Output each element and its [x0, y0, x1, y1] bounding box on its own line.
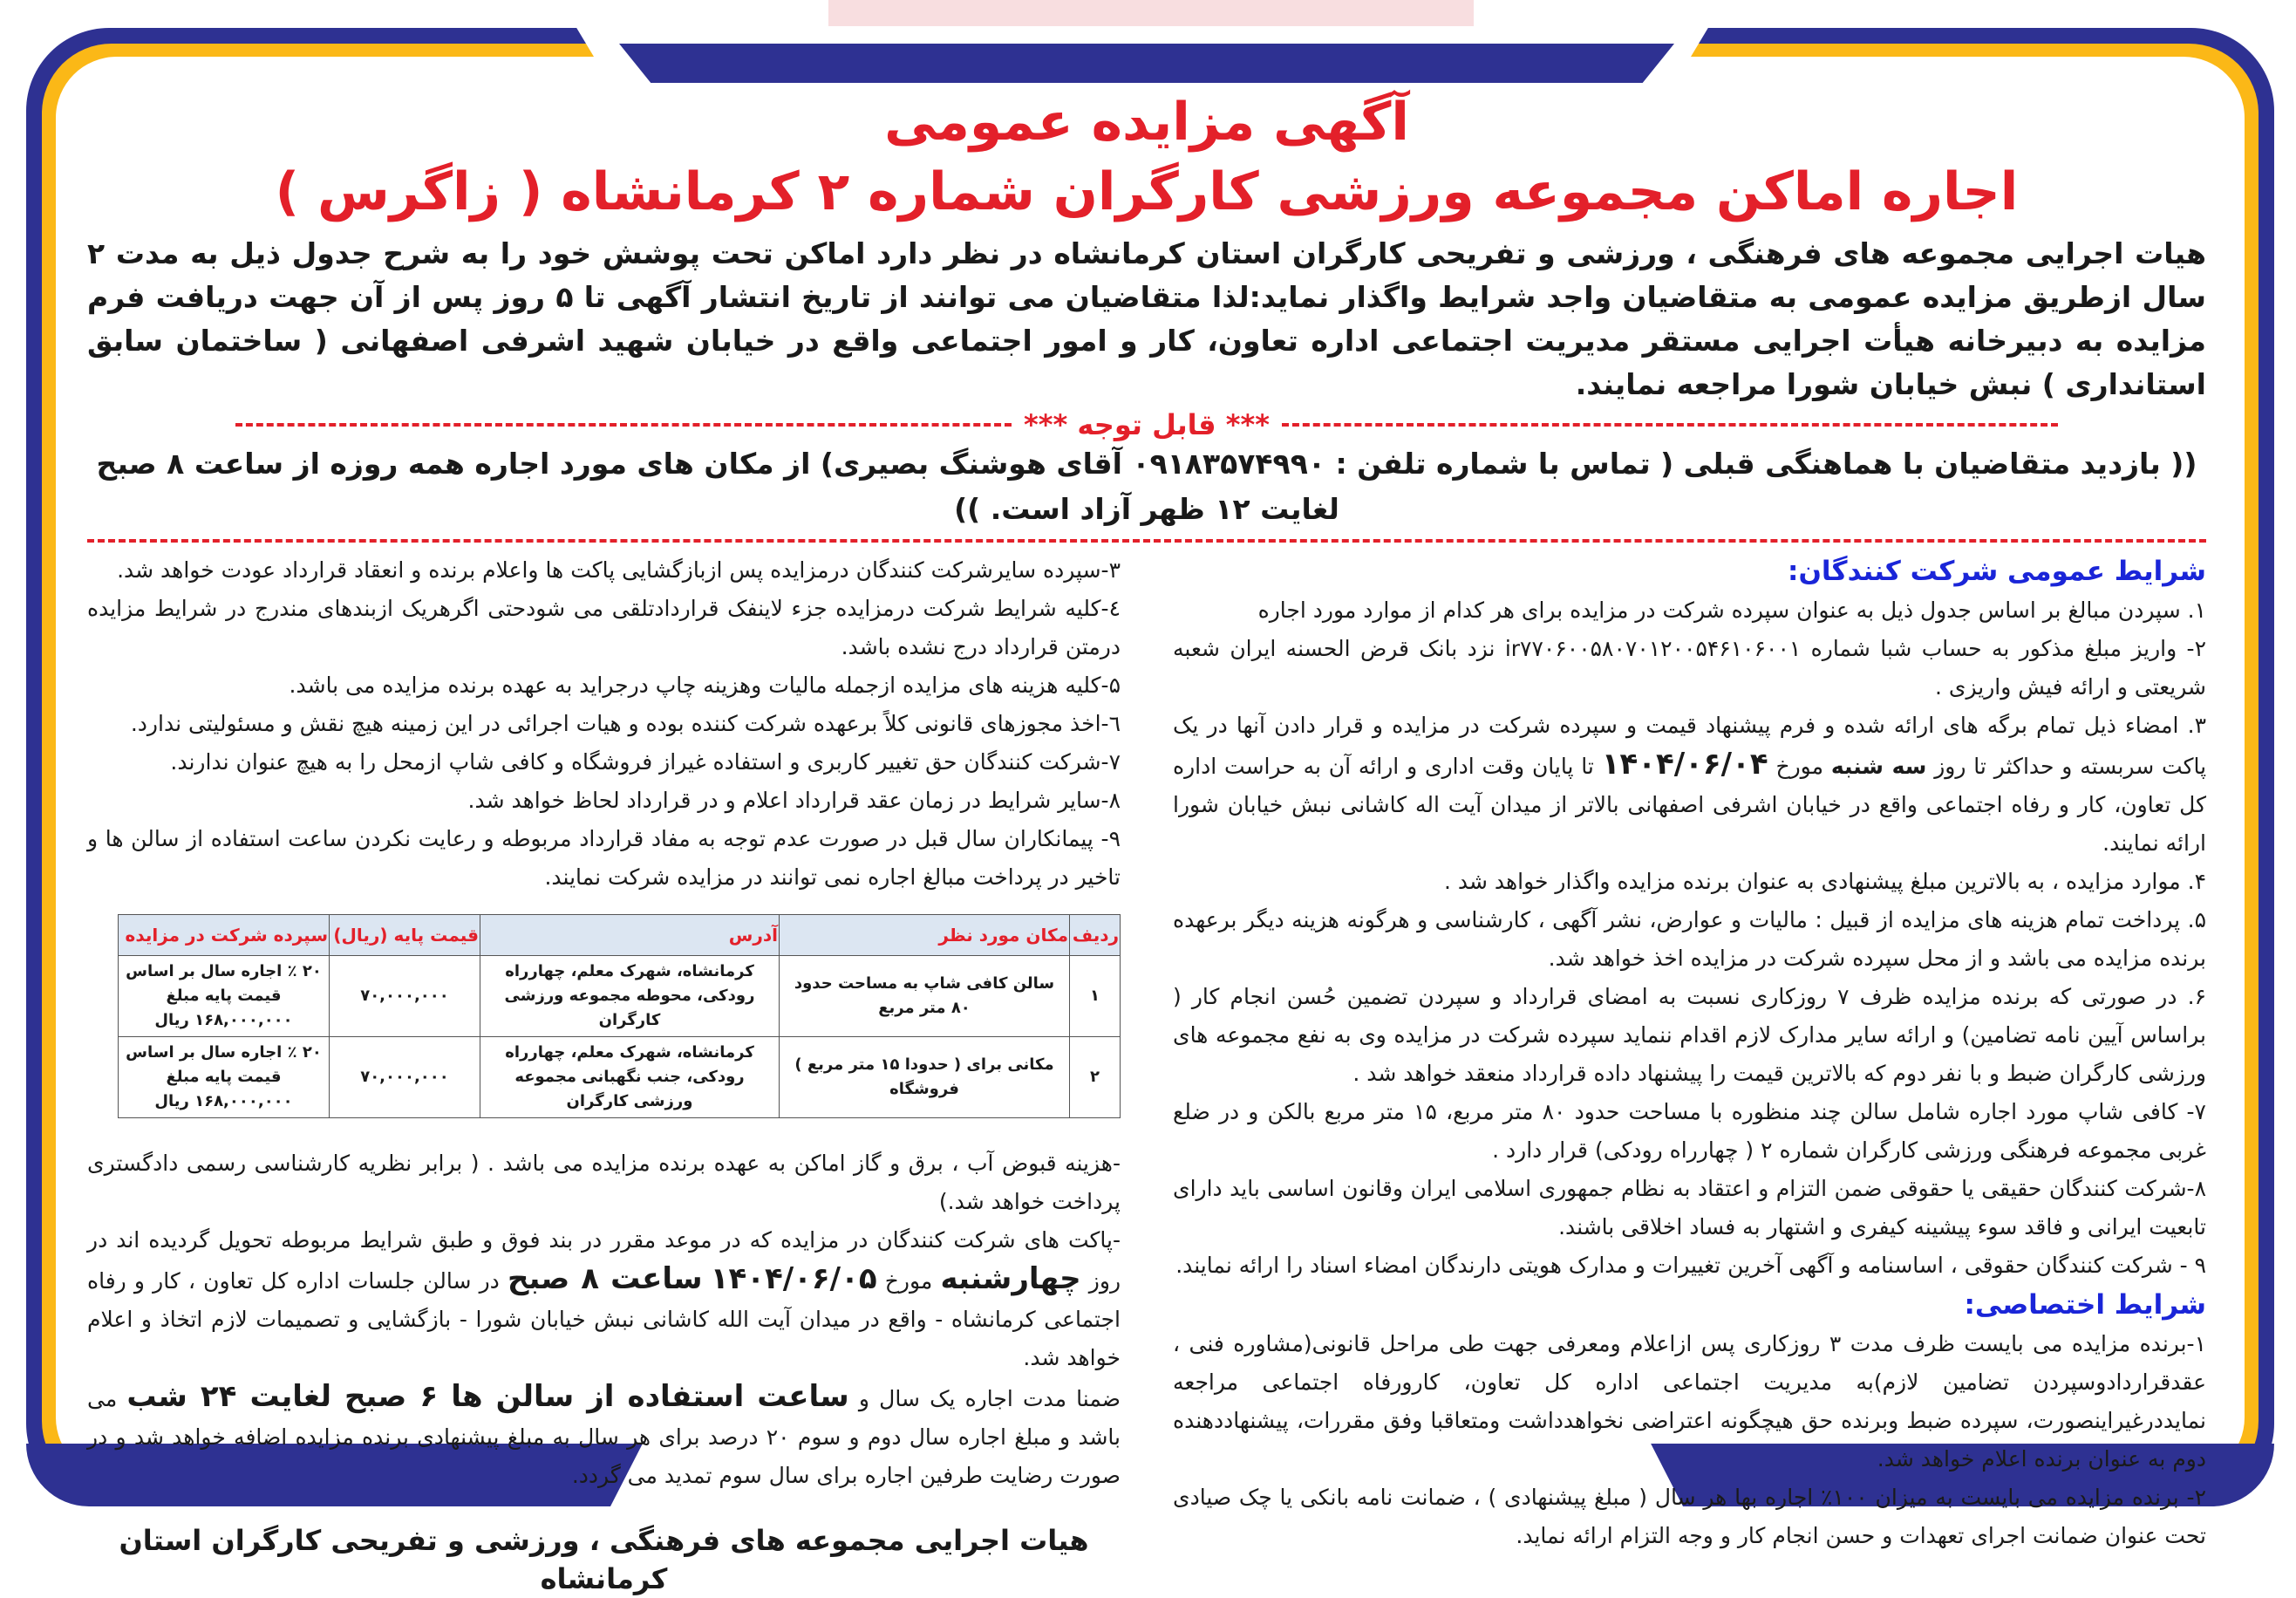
- text: تا پایان وقت اداری و ارائه آن به حراست اداره کل تعاون، کار و رفاه اجتماعی واقع در خیابان اشرفی اصفهانی بالاتر از میدان آیت اله کاشانی نبش خیابان شورا ارائه نمایند.: [1173, 754, 2206, 856]
- cell: مکانی برای ( حدودا ۱۵ متر مربع ) فروشگاه: [780, 1037, 1070, 1118]
- left-column: [87, 551, 1121, 1598]
- cell: ۷۰,۰۰۰,۰۰۰: [330, 1037, 480, 1118]
- col-header: آدرس: [480, 915, 780, 956]
- condition-item: ۱. سپردن مبالغ بر اساس جدول ذیل به عنوان سپرده شرکت در مزایده برای هر کدام از موارد مورد اجاره: [1257, 598, 2206, 623]
- text: مورخ: [1775, 754, 1823, 779]
- ad-subtitle: اجاره اماکن مجموعه ورزشی کارگران شماره ۲ کرمانشاه ( زاگرس ): [275, 161, 2019, 222]
- dash-line: [1282, 423, 2058, 427]
- special-item: ۸-سایر شرایط در زمان عقد قرارداد اعلام و در قرارداد لحاظ خواهد شد.: [467, 788, 1121, 813]
- general-conditions-column: [1173, 551, 2206, 1598]
- ad-title: آگهی مزایده عمومی: [884, 92, 1409, 153]
- cell: ۱: [1070, 956, 1121, 1037]
- ad-content: [87, 83, 2207, 1595]
- cell: کرمانشاه، شهرک معلم، چهارراه رودکی، جنب نگهبانی مجموعه ورزشی کارگران: [480, 1037, 780, 1118]
- signature: هیات اجرایی مجموعه های فرهنگی ، ورزشی و تفریحی کارگران استان کرمانشاه: [119, 1524, 1089, 1595]
- text: در سالن جلسات اداره کل تعاون ، کار و رفاه اجتماعی کرمانشاه - واقع در میدان آیت الله کاشانی نبش خیابان شورا - بازگشایی و تصمیمات لازم اتخاذ و اعلام خواهد شد.: [87, 1268, 1121, 1370]
- general-conditions-heading: شرایط عمومی شرکت کنندگان:: [1788, 556, 2206, 587]
- cell: ۷۰,۰۰۰,۰۰۰: [330, 956, 480, 1037]
- special-item: ۲- برنده مزایده می بایست به میزان ۱۰۰٪ اجاره بها هر سال ( مبلغ پیشنهادی ) ، ضمانت نامه بانکی یا چک صیادی تحت عنوان ضمانت اجرای تعهدات و حسن انجام کار و وجه التزام ارائه نماید.: [1173, 1485, 2207, 1548]
- condition-item-3: [1173, 707, 2206, 863]
- text: می باشد و مبلغ اجاره سال دوم و سوم ۲۰ درصد برای هر سال به مبلغ پیشنهادی برنده مزایده اضافه خواهد شد و در صورت رضایت طرفین اجاره برای سال سوم تمدید می گردد.: [87, 1386, 1121, 1488]
- special-conditions-heading: شرایط اختصاصی:: [1964, 1289, 2206, 1321]
- notice-label: *** قابل توجه ***: [1024, 408, 1270, 441]
- special-item: ۵-کلیه هزینه های مزایده ازجمله مالیات وهزینه چاپ درجراید به عهده برنده مزایده می باشد.: [289, 673, 1121, 698]
- utilities-note: -هزینه قبوض آب ، برق و گاز اماکن به عهده برنده مزایده می باشد . ( برابر نظریه کارشناسی رسمی دادگستری پرداخت خواهد شد.): [87, 1151, 1121, 1214]
- text: مورخ: [884, 1268, 933, 1294]
- table-row: [119, 956, 1121, 1037]
- condition-item: ۲- واریز مبلغ مذکور به حساب شبا شماره ir۷۷۰۶۰۰۵۸۰۷۰۱۲۰۰۵۴۶۱۰۶۰۰۱ نزد بانک قرض الحسنه ایران شعبه شریعتی و ارائه فیش واریزی .: [1173, 636, 2206, 700]
- top-tab: [619, 44, 1674, 83]
- col-header: مکان مورد نظر: [780, 915, 1070, 956]
- special-item: ۳-سپرده سایرشرکت کنندگان درمزایده پس ازبازگشایی پاکت ها واعلام برنده و انعقاد قرارداد عودت خواهد شد.: [117, 557, 1121, 583]
- special-item: ٦-اخذ مجوزهای قانونی کلاً برعهده شرکت کننده بوده و هیات اجرائی در این زمینه هیچ نقش و مسئولیتی ندارد.: [130, 711, 1121, 736]
- cell: ۲: [1070, 1037, 1121, 1118]
- opening-time: ساعت ۸ صبح: [507, 1261, 703, 1296]
- auction-items-table: [118, 914, 1121, 1118]
- condition-item: ۸-شرکت کنندگان حقیقی یا حقوقی ضمن التزام و اعتقاد به نظام جمهوری اسلامی ایران وقانون اساسی باید دارای تابعیت ایرانی و فاقد سوء پیشینه کیفری و اشتهار به فساد اخلاقی باشند.: [1173, 1176, 2206, 1239]
- deadline-day: سه شنبه: [1830, 754, 1927, 779]
- condition-item: ۶. در صورتی که برنده مزایده ظرف ۷ روزکاری نسبت به امضای قرارداد و سپردن تضمین حُسن انجام کار ( براساس آیین نامه تضامین) و ارائه سایر مدارک لازم اقدام ننماید سپرده شرکت در مزایده وی به نفع مجموعه های ورزشی کارگران ضبط و با نفر دوم که بالاترین قیمت را پیشنهاد داده قرارداد منعقد خواهد شد .: [1173, 984, 2206, 1086]
- cell: ۲۰ ٪ اجاره سال بر اساس قیمت پایه مبلغ ۱۶۸,۰۰۰,۰۰۰ ریال: [119, 1037, 330, 1118]
- col-header: ردیف: [1070, 915, 1121, 956]
- special-item: ۱-برنده مزایده می بایست ظرف مدت ۳ روزکاری پس ازاعلام ومعرفی جهت طی مراحل قانونی(مشاوره فنی ، عقدقراردادوسپردن تضامین لازم)به مدیریت اجتماعی اداره کل تعاون، کارورفاه اجتماعی مراجعه نمایددرغیراینصورت، سپرده ضبط وبرنده حق هیچگونه اعتراضی نخواهدداشت ومتعاقبا وفق مقررات، پیشنهاددهنده دوم به عنوان برنده اعلام خواهد شد.: [1173, 1331, 2206, 1472]
- special-item: ٤-کلیه شرایط شرکت درمزایده جزء لاینفک قراردادتلقی می شودحتی اگرهریک ازبندهای مندرج در شرایط مزایده درمتن قرارداد درج نشده باشد.: [87, 596, 1121, 659]
- text: -پاکت های شرکت کنندگان در مزایده که در موعد مقرر در بند فوق و طبق شرایط مربوطه تحویل گردیده اند در روز: [87, 1227, 1121, 1294]
- cell: ۲۰ ٪ اجاره سال بر اساس قیمت پایه مبلغ ۱۶۸,۰۰۰,۰۰۰ ریال: [119, 956, 330, 1037]
- cell: کرمانشاه، شهرک معلم، چهارراه رودکی، محوطه مجموعه ورزشی کارگران: [480, 956, 780, 1037]
- text: ۳. امضاء ذیل تمام برگه های ارائه شده و فرم پیشنهاد قیمت و سپرده شرکت در مزایده و قرار دادن آنها در یک پاکت سربسته و حداکثر تا روز: [1173, 713, 2207, 779]
- table-row: [119, 1037, 1121, 1118]
- duration-note: [87, 1377, 1121, 1495]
- table-header-row: [119, 915, 1121, 956]
- usage-hours: ساعت استفاده از سالن ها ۶ صبح لغایت ۲۴ شب: [126, 1379, 849, 1414]
- deadline-date: ۱۴۰۴/۰۶/۰۴: [1601, 747, 1768, 782]
- dash-line: [235, 423, 1012, 427]
- red-dashed-rule: [87, 539, 2206, 543]
- intro-paragraph: هیات اجرایی مجموعه های فرهنگی ، ورزشی و تفریحی کارگران استان کرمانشاه در نظر دارد اماکن تحت پوشش خود را به شرح جدول ذیل به مدت ۲ سال ازطریق مزایده عمومی به متقاضیان واجد شرایط واگذار نماید:لذا متقاضیان می توانند از تاریخ انتشار آگهی تا ۵ روز پس از آن جهت دریافت فرم مزایده به دبیرخانه هیأت اجرایی مستقر مدیریت اجتماعی اداره تعاون، کار و امور اجتماعی واقع در خیابان شهید اشرفی اصفهانی ( ساختمان سابق استانداری ) نبش خیابان شورا مراجعه نمایند.: [87, 236, 2206, 401]
- condition-item: ۹ - شرکت کنندگان حقوقی ، اساسنامه و آگهی آخرین تغییرات و مدارک هویتی دارندگان امضاء اسناد را ارائه نمایند.: [1175, 1253, 2206, 1278]
- condition-item: ۵. پرداخت تمام هزینه های مزایده از قبیل : مالیات و عوارض، نشر آگهی ، کارشناسی و هرگونه هزینه دیگر برعهده برنده مزایده می باشد و از محل سپرده شرکت در مزایده اخذ خواهد شد.: [1173, 907, 2206, 971]
- condition-item: ۷- کافی شاپ مورد اجاره شامل سالن چند منظوره با مساحت حدود ۸۰ متر مربع، ۱۵ متر مربع بالکن و در ضلع غربی مجموعه فرهنگی ورزشی کارگران شماره ۲ ( چهارراه رودکی) قرار دارد .: [1173, 1099, 2206, 1163]
- notice-divider: [235, 408, 2058, 441]
- watermark-banner: [828, 0, 1474, 26]
- text: ضمنا مدت اجاره یک سال و: [858, 1386, 1121, 1411]
- special-item: ۷-شرکت کنندگان حق تغییر کاربری و استفاده غیراز فروشگاه و کافی شاپ ازمحل را به هیچ عنوان ندارند.: [170, 749, 1121, 775]
- opening-date: ۱۴۰۴/۰۶/۰۵: [710, 1261, 877, 1296]
- condition-item: ۴. موارد مزایده ، به بالاترین مبلغ پیشنهادی به عنوان برنده مزایده واگذار خواهد شد .: [1443, 869, 2206, 894]
- cell: سالن کافی شاپ به مساحت حدود ۸۰ متر مربع: [780, 956, 1070, 1037]
- opening-note: [87, 1221, 1121, 1377]
- visit-notice: (( بازدید متقاضیان با هماهنگی قبلی ( تماس با شماره تلفن : ۰۹۱۸۳۵۷۴۹۹۰ آقای هوشنگ بصیری) از مکان های مورد اجاره همه روزه از ساعت ۸ صبح لغایت ۱۲ ظهر آزاد است. )): [96, 447, 2197, 526]
- opening-day: چهارشنبه: [940, 1261, 1081, 1296]
- special-item: ۹- پیمانکاران سال قبل در صورت عدم توجه به مفاد قرارداد مربوطه و رعایت نکردن ساعت استفاده از سالن ها و تاخیر در پرداخت مبالغ اجاره نمی توانند در مزایده شرکت نمایند.: [87, 826, 1121, 890]
- col-header: سپرده شرکت در مزایده: [119, 915, 330, 956]
- col-header: قیمت پایه (ریال): [330, 915, 480, 956]
